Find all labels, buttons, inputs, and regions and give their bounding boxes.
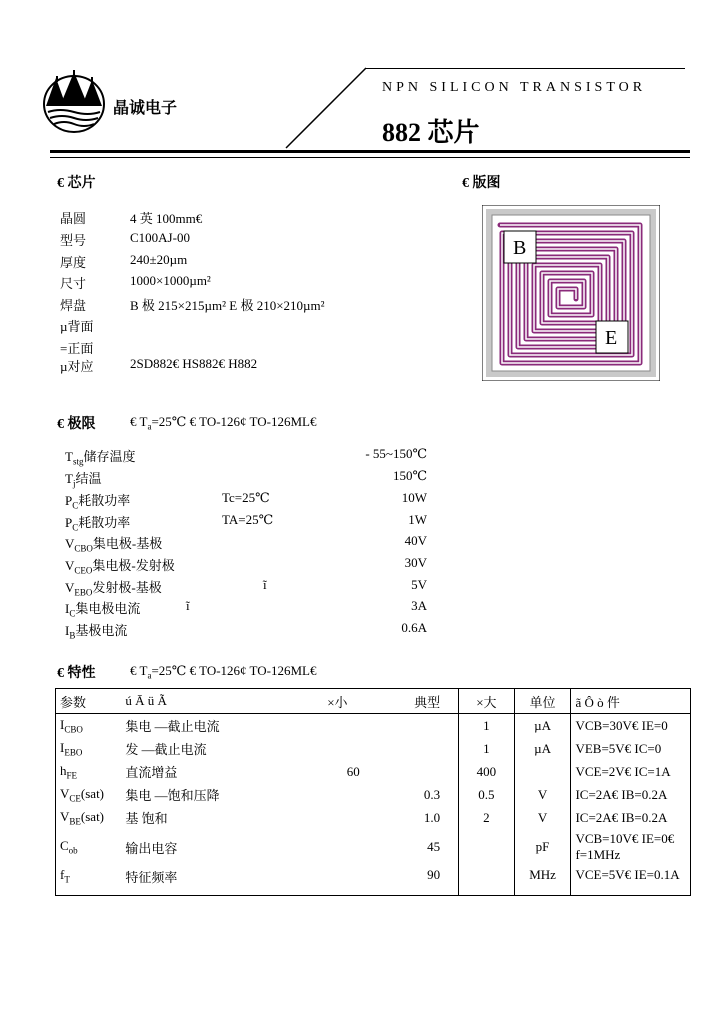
title-slant-line	[284, 66, 368, 150]
rating-value: 1W	[408, 512, 427, 527]
rating-value: 5V	[411, 577, 427, 592]
company-logo	[40, 68, 108, 136]
chip-info-label: =正面	[60, 341, 94, 356]
chip-info-value: B 极 215×215µm² E 极 210×210µm²	[130, 298, 325, 313]
chip-info-label: 尺寸	[60, 276, 87, 291]
rating-value: 150℃	[392, 468, 427, 483]
rating-symbol: $P_C$耗散功率	[65, 493, 131, 511]
col-cond: ã Ô ò 件	[571, 689, 691, 714]
rating-symbol: $I_B$基极电流	[65, 623, 128, 641]
max-ratings-conditions: € $T_a=25℃$ € TO-126¢ TO-126ML€	[130, 414, 317, 432]
title-top-line	[365, 68, 685, 69]
chip-info-label: µ背面	[60, 319, 94, 334]
col-max: ×大	[459, 689, 515, 714]
header-rule-thin	[50, 157, 690, 158]
rating-value: 3A	[411, 598, 427, 613]
layout-title: € 版图	[462, 176, 501, 191]
rating-symbol: $T_j$结温	[65, 471, 102, 489]
rating-symbol: $P_C$耗散功率	[65, 515, 131, 533]
chip-info-label: 厚度	[60, 255, 87, 270]
product-subtitle: NPN SILICON TRANSISTOR	[382, 80, 647, 95]
col-typ: 典型	[383, 689, 458, 714]
table-row: $I_{CBO}$ 集电 —截止电流 1 µA VCB=30V€ IE=0	[56, 714, 691, 738]
part-number: 882 芯片	[382, 118, 480, 147]
chip-info-label: 焊盘	[60, 298, 87, 313]
rating-condition: ĩ	[186, 598, 190, 613]
chip-layout-diagram	[482, 205, 660, 381]
rating-symbol: $V_{EBO}$发射极-基极	[65, 580, 162, 598]
chip-info-label: 晶圆	[60, 211, 87, 226]
chip-info-label: µ对应	[60, 359, 94, 374]
max-ratings-title: € 极限	[57, 417, 96, 432]
characteristics-table	[55, 688, 691, 896]
rating-value: 10W	[401, 490, 427, 505]
col-name: ú Ā ü Ã	[121, 689, 323, 714]
rating-condition: TA=25℃	[222, 512, 274, 527]
rating-symbol: $I_C$集电极电流	[65, 601, 141, 619]
table-row: $I_{EBO}$ 发 —截止电流 1 µA VEB=5V€ IC=0	[56, 737, 691, 760]
chip-e-pad-label: E	[605, 327, 618, 349]
chip-info-value: 2SD882€ HS882€ H882	[130, 356, 258, 371]
rating-condition: ĩ	[263, 577, 267, 592]
table-row: $h_{FE}$ 直流增益 60 400 VCE=2V€ IC=1A	[56, 760, 691, 783]
rating-value: - 55~150℃	[365, 446, 427, 461]
characteristics-title: € 特性	[57, 666, 96, 681]
col-unit: 单位	[514, 689, 571, 714]
chip-info-value: C100AJ-00	[130, 230, 190, 245]
rating-symbol: $T_{stg}$储存温度	[65, 449, 136, 467]
table-row: $f_T$ 特征频率 90 MHz VCE=5V€ IE=0.1A	[56, 865, 691, 896]
chip-info-value: 1000×1000µm²	[130, 273, 211, 288]
chip-info-title: € 芯片	[57, 176, 96, 191]
col-min: ×小	[323, 689, 383, 714]
rating-value: 30V	[404, 555, 427, 570]
rating-value: 0.6A	[401, 620, 427, 635]
chip-info-value: 240±20µm	[130, 252, 188, 267]
brand-name: 晶诚电子	[113, 100, 178, 117]
rating-symbol: $V_{CEO}$集电极-发射极	[65, 558, 175, 576]
table-header-row	[56, 689, 691, 714]
table-row: $V_{CE}(sat)$ 集电 —饱和压降 0.3 0.5 V IC=2A€ IB=0.2A	[56, 783, 691, 806]
header-rule-thick	[50, 150, 690, 153]
characteristics-conditions: € $T_a=25℃$ € TO-126¢ TO-126ML€	[130, 663, 317, 681]
rating-value: 40V	[404, 533, 427, 548]
rating-condition: Tc=25℃	[222, 490, 270, 505]
table-row: $C_{ob}$ 输出电容 45 pF VCB=10V€ IE=0€ f=1MHz	[56, 829, 691, 865]
table-row: $V_{BE}(sat)$ 基 饱和 1.0 2 V IC=2A€ IB=0.2A	[56, 806, 691, 829]
chip-b-pad-label: B	[513, 237, 527, 259]
chip-info-value: 4 英 100mm€	[130, 211, 203, 226]
col-param: 参数	[56, 689, 122, 714]
rating-symbol: $V_{CBO}$集电极-基极	[65, 536, 163, 554]
chip-info-label: 型号	[60, 233, 87, 248]
